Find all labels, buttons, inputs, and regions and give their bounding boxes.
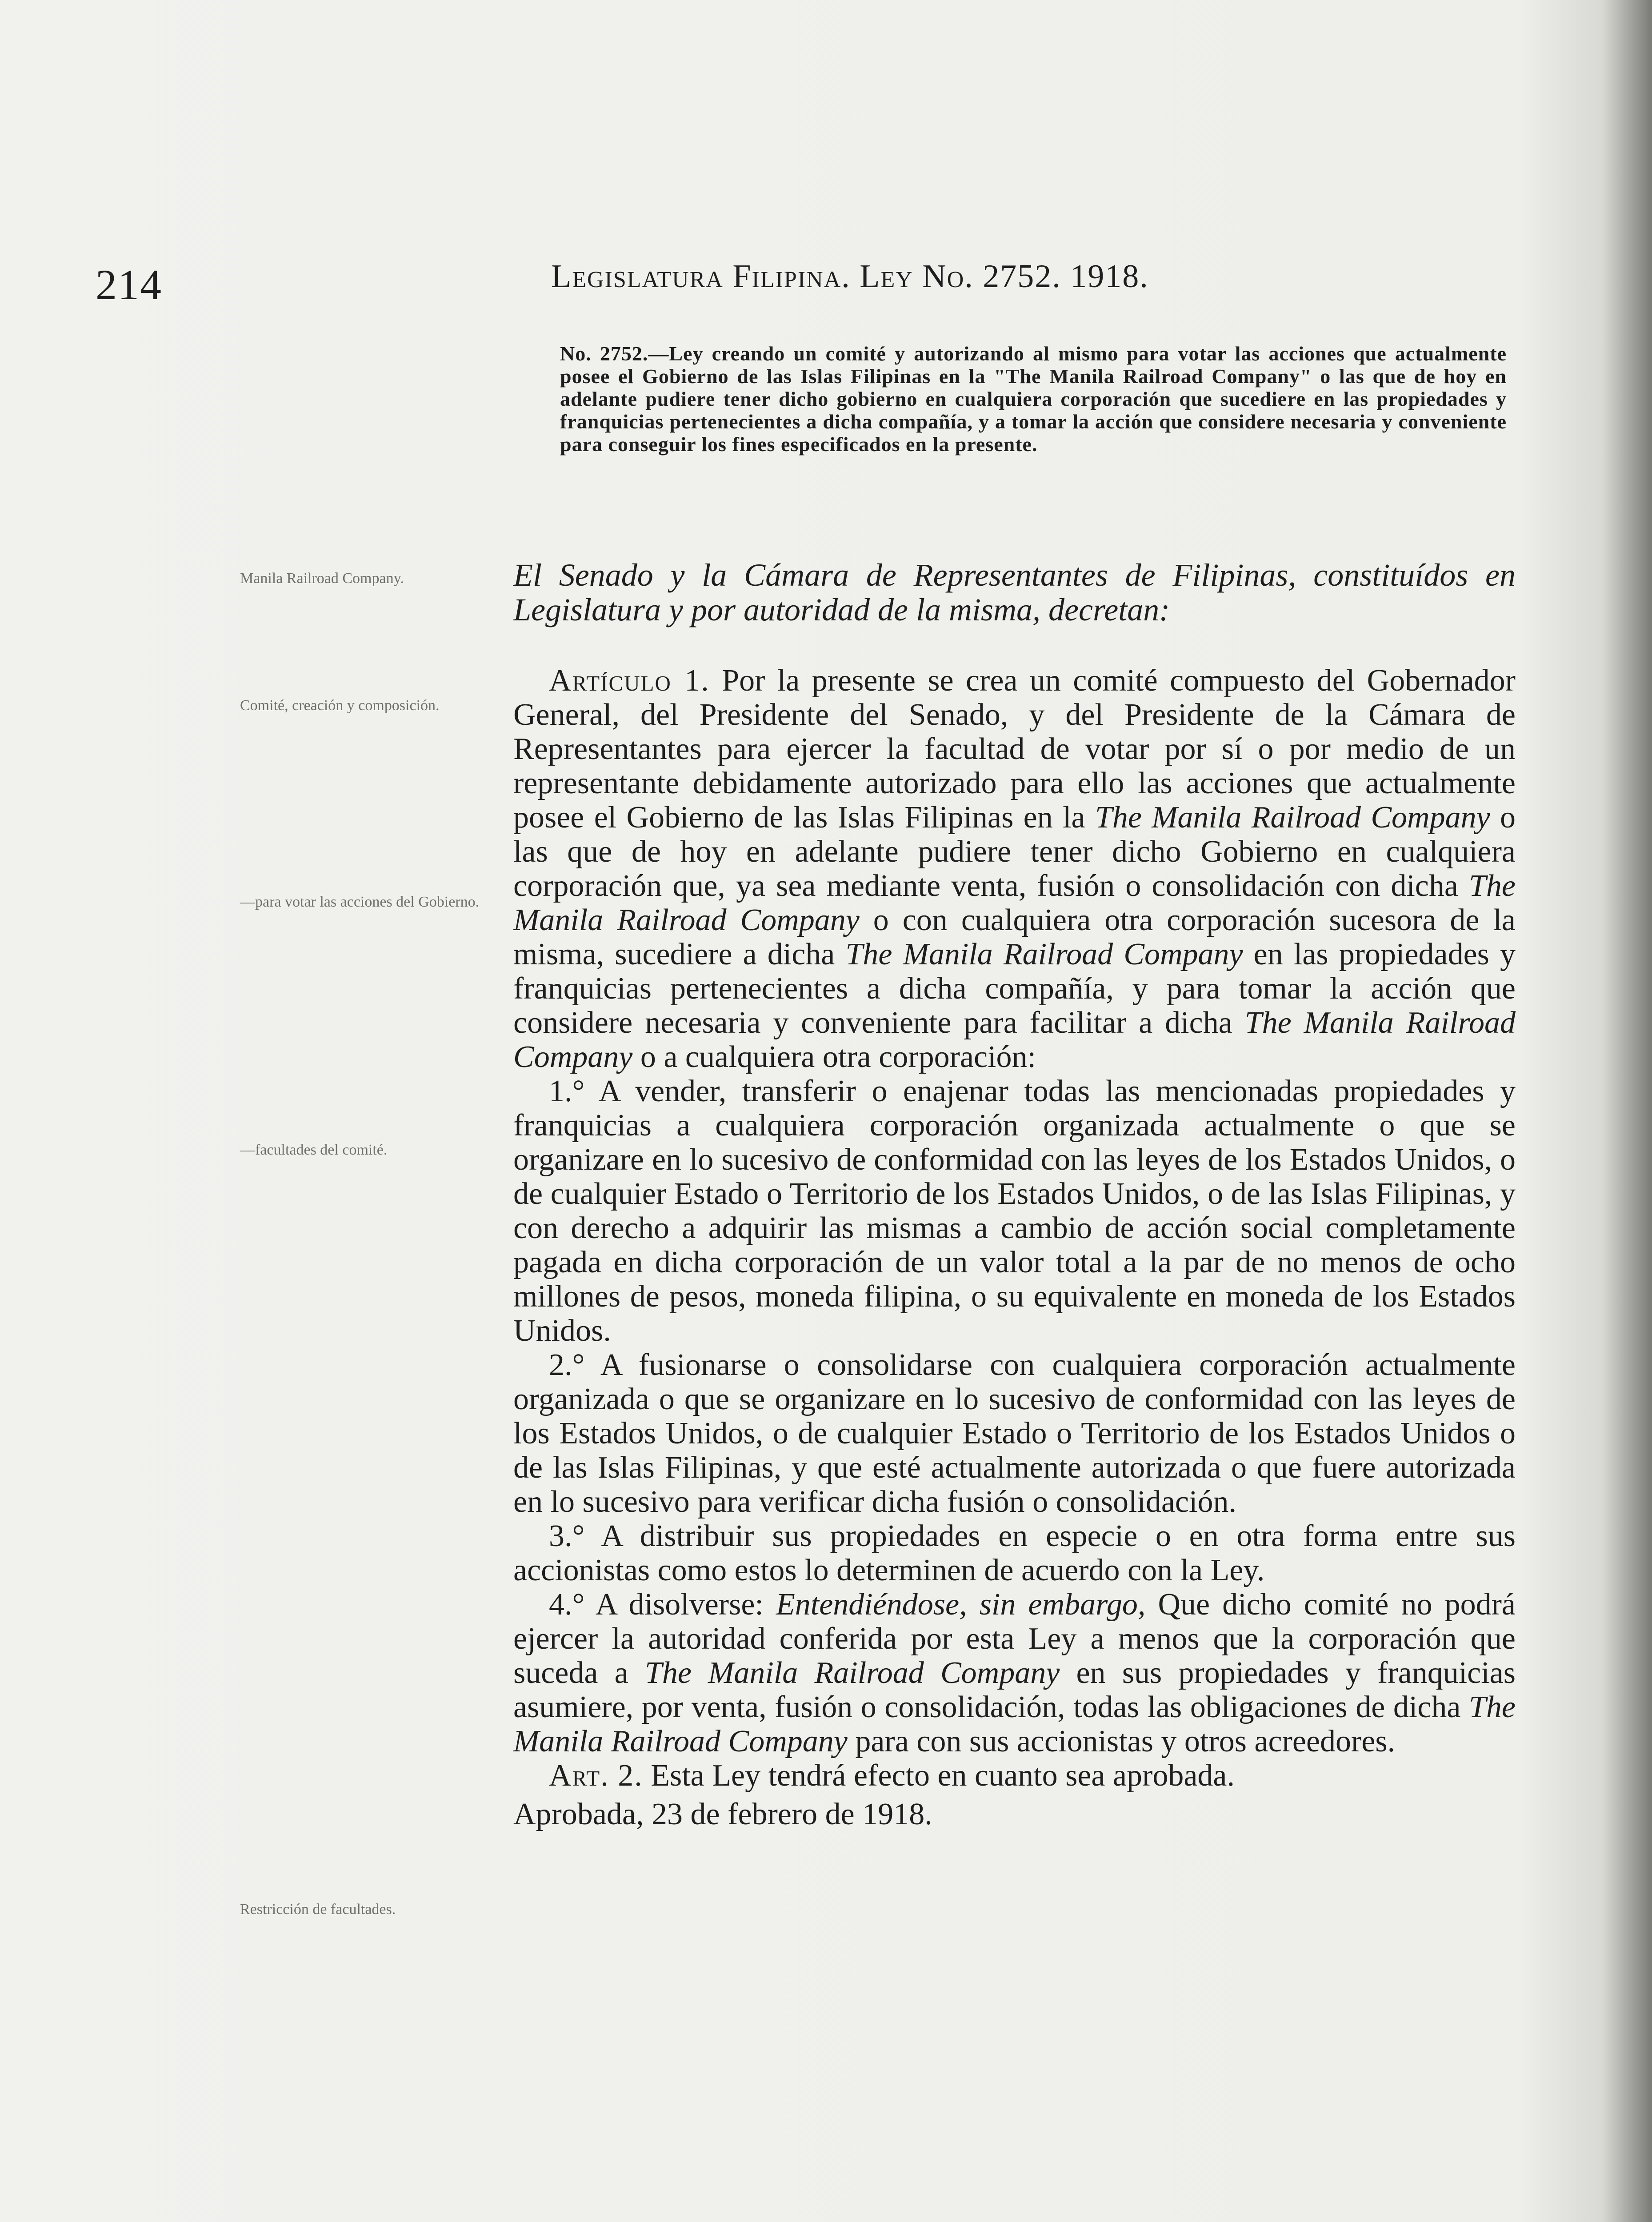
company-name: The Manila Railroad Company xyxy=(1095,800,1490,835)
item-4-text: para con sus accionistas y otros acreedores. xyxy=(847,1724,1396,1758)
article-1-text: o con cualquiera otra corporación sucesora de la misma, sucediere a dicha xyxy=(513,903,1516,971)
article-1-text: Por la presente se crea un comité compuesto del Gobernador General, del Presidente del Senado, y del Presidente de la Cámara de Representantes para ejercer la facultad de votar por sí o por medio de un representante debidamente autorizado para ello las acciones que actualmente posee el Gobierno de las Islas Filipinas en la xyxy=(513,663,1516,835)
item-4-text: 4.° A disolverse: xyxy=(549,1587,776,1622)
company-name: The Manila Railroad Company xyxy=(513,869,1516,937)
margin-note-facultades: —facultades del comité. xyxy=(240,1142,388,1158)
margin-note-comite-creacion: Comité, creación y composición. xyxy=(240,697,440,714)
company-name: The Manila Railroad Company xyxy=(845,937,1243,971)
article-2 xyxy=(513,1758,1516,1793)
company-name: The Manila Railroad Company xyxy=(513,1690,1516,1758)
article-1-text: en las propiedades y franquicias pertenecientes a dicha compañía, y para tomar la acción que considere necesaria y conveniente para facilitar a dicha xyxy=(513,937,1516,1040)
approval-date: Aprobada, 23 de febrero de 1918. xyxy=(513,1797,932,1831)
running-head: Legislatura Filipina. Ley No. 2752. 1918. xyxy=(551,258,1149,295)
item-4-text: Que dicho comité no podrá ejercer la autoridad conferida por esta Ley a menos que la corporación que suceda a xyxy=(513,1587,1516,1690)
margin-note-votar-acciones: —para votar las acciones del Gobierno. xyxy=(240,894,480,910)
company-name: The Manila Railroad Company xyxy=(644,1656,1060,1690)
item-2: 2.° A fusionarse o consolidarse con cualquiera corporación actualmente organizada o que se organizare en lo sucesivo de conformidad con las leyes de los Estados Unidos, o de cualquier Estado o Territorio de los Estados Unidos o de las Islas Filipinas, y que esté actualmente autorizada o que fuere autorizada en lo sucesivo para verificar dicha fusión o consolidación. xyxy=(513,1348,1516,1519)
law-summary: No. 2752.—Ley creando un comité y autorizando al mismo para votar las acciones que actualmente posee el Gobierno de las Islas Filipinas en la "The Manila Railroad Company" o las que de hoy en adelante pudiere tener dicho gobierno en cualquiera corporación que sucediere en las propiedades y franquicias pertenecientes a dicha compañía, y a tomar la acción que considere necesaria y conveniente para conseguir los fines especificados en la presente. xyxy=(560,342,1507,456)
law-body xyxy=(513,558,1516,1831)
article-2-label: Art. 2. xyxy=(549,1758,643,1793)
article-1-label: Artículo 1. xyxy=(549,663,710,698)
article-1-text: o a cualquiera otra corporación: xyxy=(632,1040,1036,1074)
margin-note-manila-railroad: Manila Railroad Company. xyxy=(240,570,404,587)
page-number: 214 xyxy=(96,261,162,308)
margin-note-restriccion: Restricción de facultades. xyxy=(240,1901,396,1918)
article-1-text: o las que de hoy en adelante pudiere tener dicho Gobierno en cualquiera corporación que, ya sea mediante venta, fusión o consolidación con dicha xyxy=(513,800,1516,903)
article-1 xyxy=(513,663,1516,1074)
item-3: 3.° A distribuir sus propiedades en especie o en otra forma entre sus accionistas como estos lo determinen de acuerdo con la Ley. xyxy=(513,1519,1516,1587)
company-name: The Manila Railroad Company xyxy=(513,1006,1516,1074)
enacting-clause: El Senado y la Cámara de Representantes de Filipinas, constituídos en Legislatura y por autoridad de la misma, decretan: xyxy=(513,557,1516,627)
item-1: 1.° A vender, transferir o enajenar todas las mencionadas propiedades y franquicias a cualquiera corporación organizada actualmente o que se organizare en lo sucesivo de conformidad con las leyes de los Estados Unidos, o de cualquier Estado o Territorio de los Estados Unidos, o de las Islas Filipinas, y con derecho a adquirir las mismas a cambio de acción social completamente pagada en dicha corporación de un valor total a la par de no menos de ocho millones de pesos, moneda filipina, o su equivalente en moneda de los Estados Unidos. xyxy=(513,1074,1516,1348)
article-2-text: Esta Ley tendrá efecto en cuanto sea aprobada. xyxy=(643,1758,1235,1793)
item-4-text: en sus propiedades y franquicias asumiere, por venta, fusión o consolidación, todas las obligaciones de dicha xyxy=(513,1656,1516,1724)
proviso: Entendiéndose, sin embargo, xyxy=(776,1587,1146,1622)
item-4 xyxy=(513,1587,1516,1758)
